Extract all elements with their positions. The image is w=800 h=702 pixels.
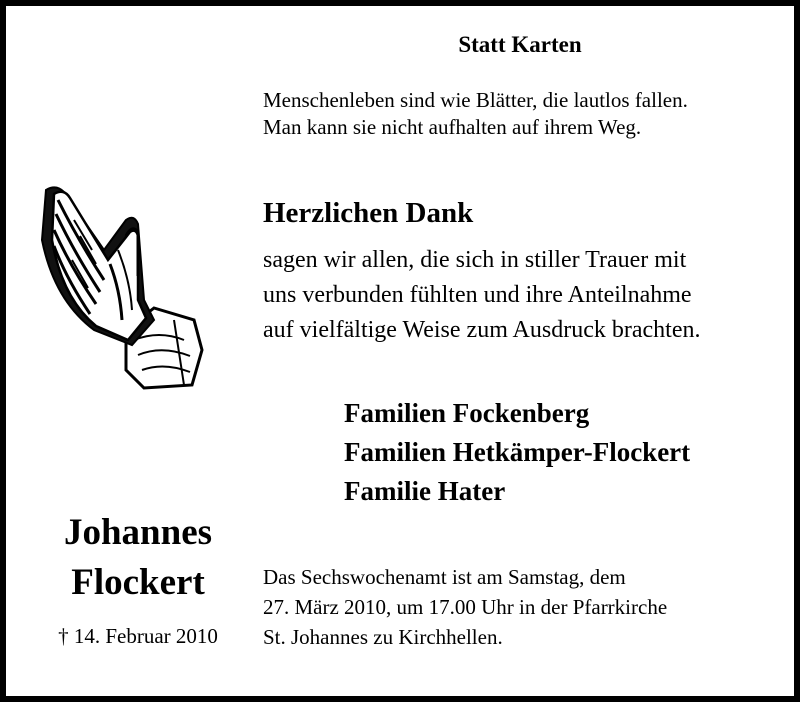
deceased-first-name: Johannes (63, 512, 213, 553)
death-date: † 14. Februar 2010 (58, 624, 218, 648)
poem (263, 87, 688, 141)
thanks-title: Herzlichen Dank (263, 197, 474, 229)
praying-hands-icon (34, 180, 204, 390)
deceased-name (20, 508, 256, 608)
family-name: Familien Fockenberg (344, 398, 590, 428)
thanks-line-2: uns verbunden fühlten und ihre Anteilnahme (263, 282, 692, 308)
thanks-line-3: auf vielfältige Weise zum Ausdruck brachten. (263, 317, 701, 343)
statt-karten-heading: Statt Karten (458, 32, 582, 57)
poem-line-1: Menschenleben sind wie Blätter, die lautlos fallen. (263, 88, 688, 112)
service-line-2: 27. März 2010, um 17.00 Uhr in der Pfarrkirche (263, 595, 668, 619)
family-list (344, 394, 690, 511)
family-name: Familien Hetkämper-Flockert (344, 437, 691, 467)
family-name: Familie Hater (344, 476, 506, 506)
deceased-last-name: Flockert (71, 562, 205, 603)
service-notice (263, 562, 667, 652)
service-line-3: St. Johannes zu Kirchhellen. (263, 625, 503, 649)
thanks-line-1: sagen wir allen, die sich in stiller Trauer mit (263, 247, 687, 273)
service-line-1: Das Sechswochenamt ist am Samstag, dem (263, 565, 626, 589)
thanks-text (263, 243, 700, 348)
poem-line-2: Man kann sie nicht aufhalten auf ihrem Weg. (263, 115, 642, 139)
